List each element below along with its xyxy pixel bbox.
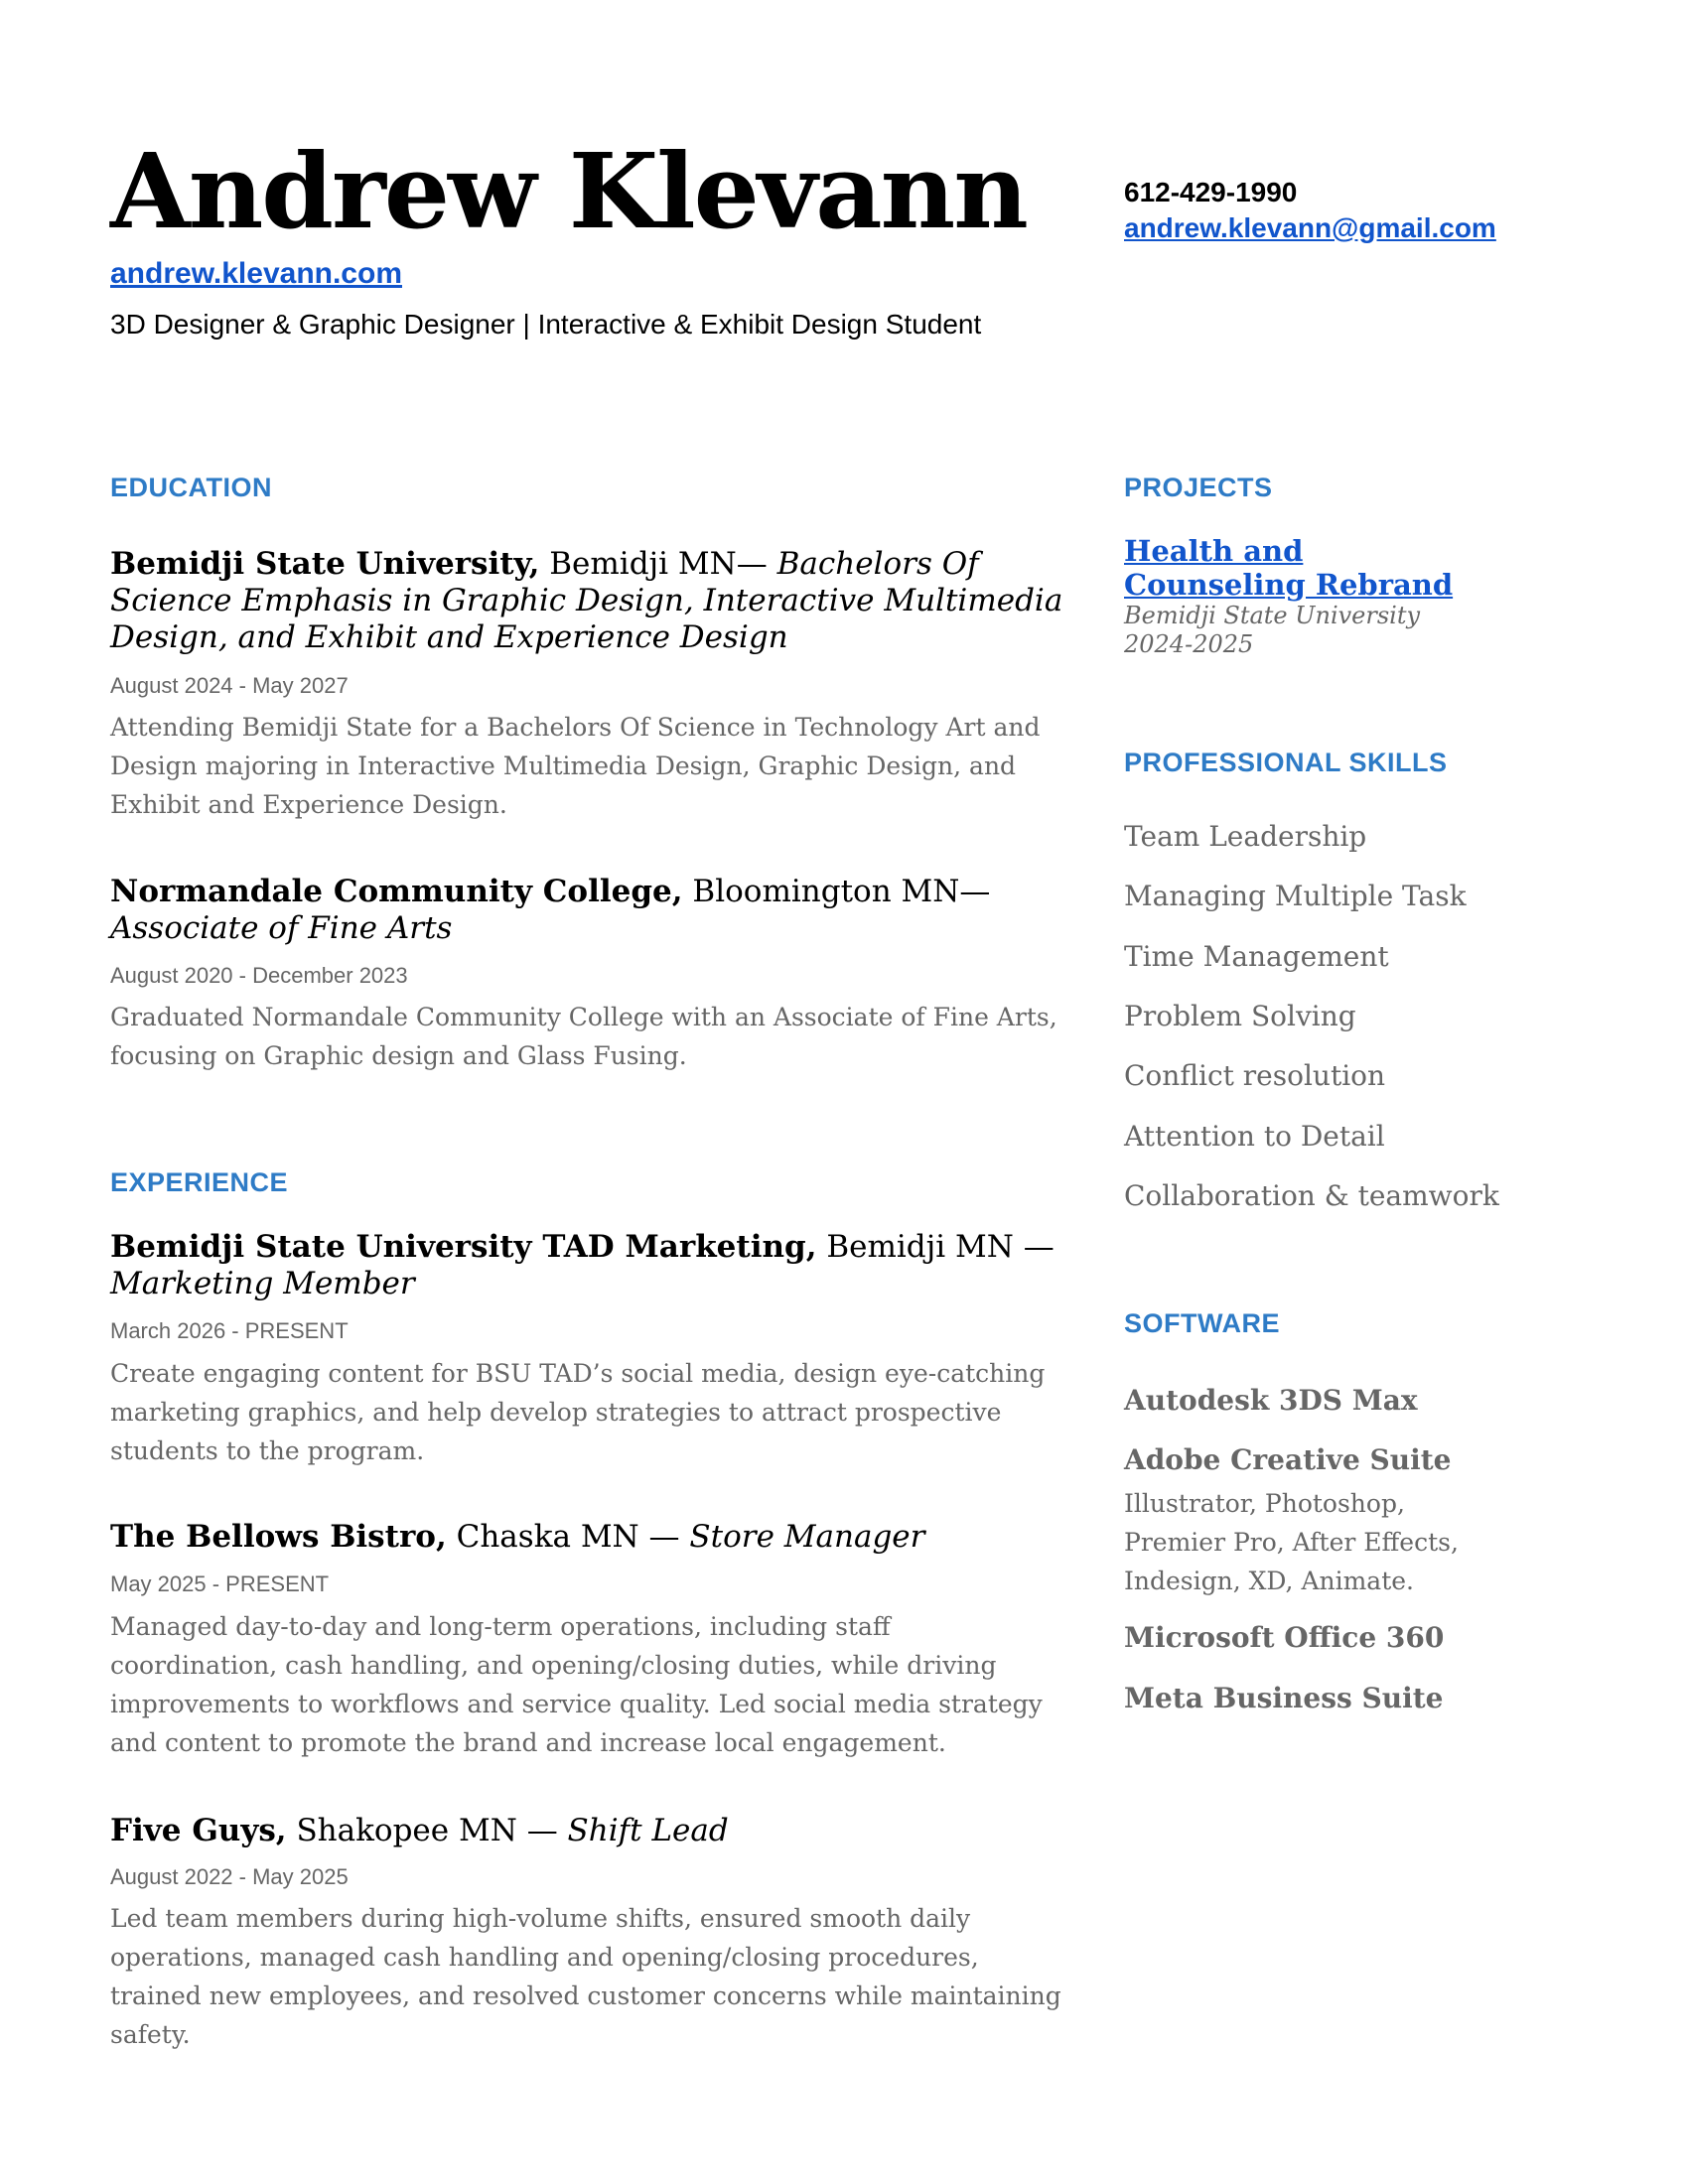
software-item: Microsoft Office 360 [1124,1621,1445,1654]
skills-heading: PROFESSIONAL SKILLS [1124,748,1448,777]
role: Marketing Member [110,1266,415,1301]
phone-number: 612-429-1990 [1124,177,1298,207]
experience-dates: May 2025 - PRESENT [110,1571,330,1596]
software-item: Meta Business Suite [1124,1682,1444,1714]
project-details [1124,602,1420,659]
school-location: Bloomington MN— [682,874,991,909]
degree: Associate of Fine Arts [110,910,453,946]
project-years: 2024-2025 [1124,630,1254,658]
skill-item: Attention to Detail [1124,1120,1385,1153]
org-location: Chaska MN — [446,1519,690,1555]
experience-dates: August 2022 - May 2025 [110,1864,349,1889]
org-name: The Bellows Bistro, [110,1519,447,1555]
education-dates: August 2020 - December 2023 [110,963,408,988]
org-location: Bemidji MN — [816,1229,1055,1265]
role: Store Manager [689,1519,925,1555]
org-name: Bemidji State University TAD Marketing, [110,1229,817,1265]
project-link[interactable]: Health and Counseling Rebrand [1124,534,1454,602]
skill-item: Collaboration & teamwork [1124,1179,1499,1212]
education-description: Graduated Normandale Community College with an Associate of Fine Arts, focusing on Graphic design and Glass Fusing. [110,1003,1057,1070]
skill-item: Managing Multiple Task [1124,880,1467,912]
skill-item: Problem Solving [1124,1000,1356,1032]
education-heading: EDUCATION [110,473,272,502]
education-description: Attending Bemidji State for a Bachelors Of Science in Technology Art and Design majoring in Interactive Multimedia Design, Graphic Design, and Exhibit and Experience Design. [110,713,1041,819]
experience-entry-title [110,1519,1063,1556]
software-item: Adobe Creative Suite [1124,1443,1452,1476]
org-location: Shakopee MN — [286,1813,568,1848]
tagline: 3D Designer & Graphic Designer | Interactive & Exhibit Design Student [110,309,982,340]
degree: Bachelors Of Science Emphasis in Graphic Design, Interactive Multimedia Design, and Exhibit and Experience Design [110,546,1063,655]
role: Shift Lead [567,1813,729,1848]
education-dates: August 2024 - May 2027 [110,673,349,698]
website-link[interactable]: andrew.klevann.com [110,257,402,290]
education-entry-title [110,546,1063,656]
project-org: Bemidji State University [1124,602,1421,629]
school-location: Bemidji MN— [539,546,777,582]
projects-heading: PROJECTS [1124,473,1273,502]
experience-description: Managed day-to-day and long-term operations, including staff coordination, cash handling, and opening/closing duties, while driving improvements to workflows and service quality. Led social media strategy and content to promote the brand and increase local engagement. [110,1612,1043,1757]
skill-item: Time Management [1124,940,1389,973]
education-entry-title [110,874,1063,947]
org-name: Five Guys, [110,1813,287,1848]
software-item: Autodesk 3DS Max [1124,1384,1418,1417]
experience-entry-title [110,1229,1063,1302]
skill-item: Conflict resolution [1124,1059,1386,1092]
candidate-name: Andrew Klevann [110,130,1027,252]
school-name: Bemidji State University, [110,546,540,582]
software-detail: Illustrator, Photoshop, Premier Pro, After Effects, Indesign, XD, Animate. [1124,1489,1459,1595]
software-heading: SOFTWARE [1124,1308,1280,1338]
experience-dates: March 2026 - PRESENT [110,1318,349,1343]
email-link[interactable]: andrew.klevann@gmail.com [1124,212,1496,243]
experience-description: Create engaging content for BSU TAD’s social media, design eye-catching marketing graphics, and help develop strategies to attract prospective students to the program. [110,1359,1046,1465]
school-name: Normandale Community College, [110,874,683,909]
experience-entry-title [110,1813,1063,1849]
experience-heading: EXPERIENCE [110,1167,289,1197]
skill-item: Team Leadership [1124,820,1367,853]
experience-description: Led team members during high-volume shifts, ensured smooth daily operations, managed cash handling and opening/closing procedures, trained new employees, and resolved customer concerns while maintaining safety. [110,1904,1061,2049]
